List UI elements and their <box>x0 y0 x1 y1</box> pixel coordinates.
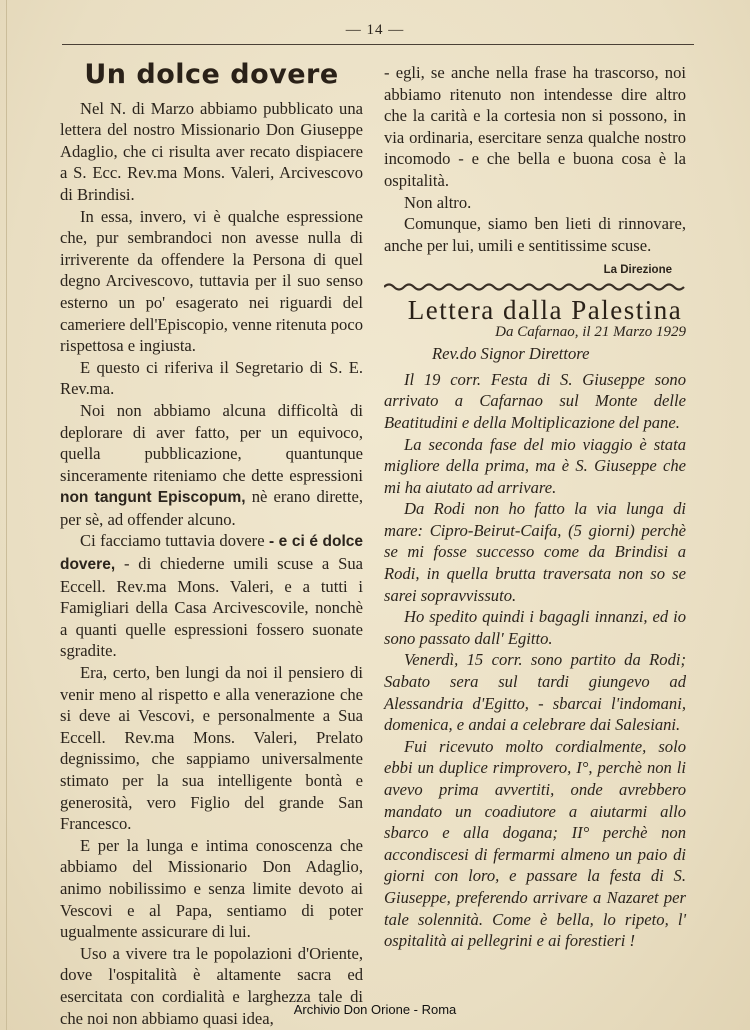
paragraph <box>60 530 363 662</box>
article-title: Un dolce dovere <box>84 59 339 90</box>
bold-phrase: - e ci é dolce dovere, <box>60 533 363 574</box>
letter-paragraph: La seconda fase del mio viaggio è stata migliore della prima, ma è S. Giuseppe che mi ha aiutato ad arrivare. <box>384 434 686 497</box>
left-column <box>60 56 363 1029</box>
letter-title: Lettera dalla Palestina <box>407 294 683 325</box>
header-rule <box>62 44 694 45</box>
dateline: Da Cafarnao, il 21 Marzo 1929 <box>495 323 686 340</box>
letter-paragraph: Ho spedito quindi i bagagli innanzi, ed io sono passato dall' Egitto. <box>384 607 686 648</box>
salutation: Rev.do Signor Direttore <box>432 344 590 364</box>
bold-phrase: non tangunt Episcopum, <box>60 489 246 507</box>
paragraph: Nel N. di Marzo abbiamo pubblicato una lettera del nostro Missionario Don Giuseppe Adaglio, che ci risulta aver recato dispiacere a S. Ecc. Rev.ma Mons. Valeri, Arcivescovo di Brindisi. <box>60 98 363 204</box>
page-edge <box>6 0 7 1030</box>
text-run: nè erano dirette, per sè, ad offender alcuno. <box>60 487 363 529</box>
right-column <box>384 62 686 952</box>
paragraph: - egli, se anche nella frase ha trascorso, noi abbiamo ritenuto non intendesse dire altro che la carità e la cortesia non si possono, in via ordinaria, esercitare senza qualche nostro incomodo - e che bella e buona cosa è la ospitalità. <box>384 63 686 190</box>
letter-paragraph: Venerdì, 15 corr. sono partito da Rodi; Sabato sera sul tardi giungevo ad Alessandria d'Egitto, - sbarcai l'indomani, domenica, e andai a celebrare dai Salesiani. <box>384 650 686 735</box>
page-number: — 14 — <box>345 22 405 38</box>
archive-footer: Archivio Don Orione - Roma <box>293 1002 457 1017</box>
paragraph: E per la lunga e intima conoscenza che abbiamo del Missionario Don Adaglio, animo nobilissimo e senza limite devoto ai Vescovi e al Papa, sentiamo di poter ugualmente assicurare di lui. <box>60 835 363 942</box>
paragraph: E questo ci riferiva il Segretario di S. E. Rev.ma. <box>60 357 363 399</box>
text-run: - di chiederne umili scuse a Sua Eccell. Rev.ma Mons. Valeri, e a tutti i Famigliari della Casa Arcivescovile, nonchè a quanti quelle espressioni fossero suonate sgradite. <box>60 554 363 661</box>
text-run: Ci facciamo tuttavia dovere <box>80 531 269 551</box>
paragraph: Non altro. <box>404 192 472 212</box>
letter-paragraph: Da Rodi non ho fatto la via lunga di mare: Cipro-Beirut-Caifa, (5 giorni) perchè se mi fosse successo come da Brindisi a Rodi, in quella brutta traversata non so se sarei sopravvissuto. <box>384 499 686 605</box>
text-run: Noi non abbiamo alcuna difficoltà di deplorare di aver fatto, per un equivoco, quella pubblicazione, quantunque sinceramente riteniamo che dette espressioni <box>60 400 363 485</box>
paragraph <box>60 400 363 531</box>
paragraph: Uso a vivere tra le popolazioni d'Oriente, dove l'ospitalità è altamente sacra ed esercitata con cordialità e larghezza tale di che noi non abbiamo quasi idea, <box>60 943 363 1028</box>
paragraph: In essa, invero, vi è qualche espressione che, pur sembrandoci non avesse nulla di irriverente da offendere la Persona di quel degno Arcivescovo, tuttavia per il suo senso esterno un po' esagerato nei riguardi del cameriere dell'Episcopio, venne ritenuta poco rispettosa e ingiusta. <box>60 206 363 356</box>
paragraph <box>384 213 686 277</box>
signature: La Direzione <box>603 264 672 277</box>
decorative-divider <box>384 282 686 292</box>
text-run: Comunque, siamo ben lieti di rinnovare, anche per lui, umili e sentitissime scuse. <box>384 214 686 255</box>
letter-paragraph: Il 19 corr. Festa di S. Giuseppe sono arrivato a Cafarnao sul Monte delle Beatitudini e della Moltiplicazione del pane. <box>384 369 686 432</box>
letter-paragraph: Fui ricevuto molto cordialmente, solo ebbi un duplice rimprovero, I°, perchè non li avevo prima avvertiti, onde avrebbero mandato un coadiutore a aiutarmi allo sbarco e alla dogana; II° perchè non accondiscesi di fermarmi almeno un paio di giorni con loro, e passare la festa di S. Giuseppe, preferendo arrivare a Nazaret per tale solennità. Come è bella, lo ripeto, l' ospitalità ai pellegrini e ai forestieri ! <box>384 736 686 951</box>
paragraph: Era, certo, ben lungi da noi il pensiero di venir meno al rispetto e alla venerazione che si deve ai Vescovi, e personalmente a Sua Eccell. Rev.ma Mons. Valeri, Prelato degnissimo, che sappiamo universalmente stimato per la sua intelligente bontà e generosità, vero Figlio del grande San Francesco. <box>60 663 363 834</box>
